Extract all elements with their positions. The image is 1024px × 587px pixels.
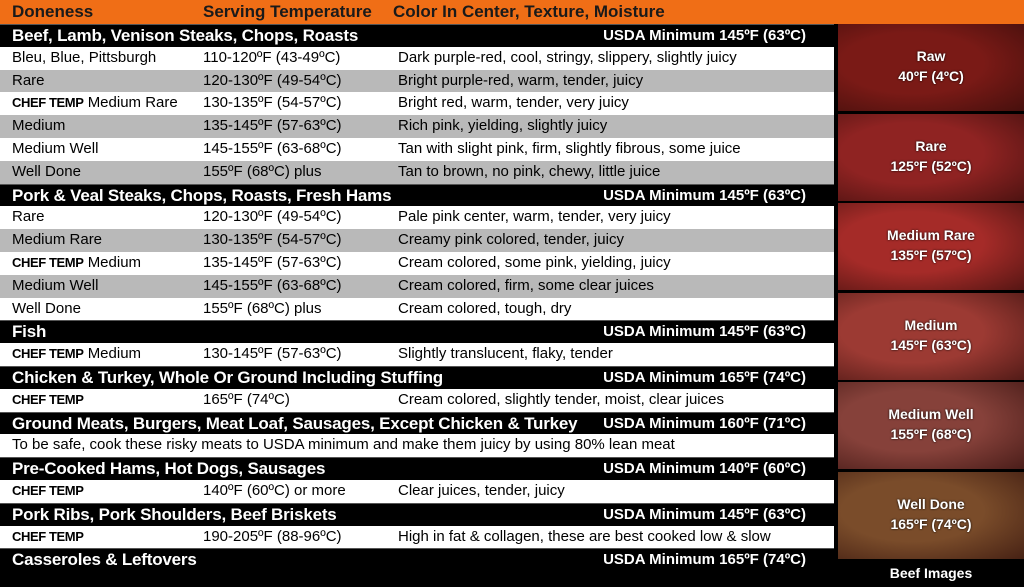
serving-temperature-cell: 120-130ºF (49-54ºC) [203, 208, 342, 226]
header-serving-temperature: Serving Temperature [203, 2, 372, 21]
table-row [0, 275, 834, 298]
column-header-bar [0, 0, 1024, 24]
doneness-cell [12, 482, 84, 499]
doneness-cell [12, 140, 98, 157]
table-row [0, 229, 834, 252]
doneness-label: Rare [12, 208, 45, 226]
section-title: Chicken & Turkey, Whole Or Ground Including Stuffing [12, 367, 443, 387]
serving-temperature-cell: 135-145ºF (57-63ºC) [203, 253, 342, 271]
doneness-cell [12, 528, 84, 545]
chef-temp-label: CHEF TEMP [12, 95, 84, 111]
doneness-label: Well Done [12, 299, 81, 317]
table-row [0, 206, 834, 229]
section-title: Fish [12, 322, 47, 342]
doneness-label: Rare [12, 71, 45, 89]
doneness-label: Medium [12, 117, 66, 135]
serving-temperature-cell: 130-135ºF (54-57ºC) [203, 231, 342, 249]
table-row [0, 70, 834, 93]
swatch-name: Medium [904, 316, 958, 333]
doneness-label: Bleu, Blue, Pittsburgh [12, 48, 157, 66]
description-cell: Cream colored, firm, some clear juices [398, 276, 654, 294]
doneness-cell [12, 277, 98, 294]
note-text: To be safe, cook these risky meats to USDA minimum and make them juicy by using 80% lean meat [12, 436, 675, 454]
table-row [0, 389, 834, 412]
doneness-label: Medium Well [12, 276, 99, 294]
swatch-temperature: 165ºF (74ºC) [890, 515, 972, 532]
table-row [0, 252, 834, 275]
serving-temperature-cell: 130-145ºF (57-63ºC) [203, 345, 342, 363]
serving-temperature-cell: 130-135ºF (54-57ºC) [203, 94, 342, 112]
swatch-temperature: 40ºF (4ºC) [898, 68, 964, 84]
doneness-label: Medium Well [12, 139, 99, 157]
serving-temperature-cell: 145-155ºF (63-68ºC) [203, 276, 342, 294]
section-header [0, 320, 834, 343]
doneness-label: Medium [87, 345, 142, 363]
usda-minimum: USDA Minimum 145ºF (63ºC) [603, 186, 806, 204]
doneness-cell [12, 49, 156, 66]
swatch-name: Well Done [897, 495, 965, 512]
description-cell: Clear juices, tender, juicy [398, 481, 565, 499]
doneness-cell [12, 208, 45, 225]
doneness-cell [12, 391, 84, 408]
table-row [0, 161, 834, 184]
doneness-cell [12, 94, 178, 111]
chef-temp-label: CHEF TEMP [12, 528, 84, 544]
doneness-cell [12, 254, 141, 271]
header-doneness: Doneness [12, 2, 94, 21]
section-title: Pork & Veal Steaks, Chops, Roasts, Fresh Hams [12, 185, 392, 205]
header-color-texture: Color In Center, Texture, Moisture [393, 2, 665, 21]
chef-temp-label: CHEF TEMP [12, 391, 84, 407]
section-header [0, 457, 834, 480]
table-row [0, 47, 834, 70]
section-header [0, 412, 834, 435]
swatch-temperature: 135ºF (57ºC) [890, 247, 972, 263]
description-cell: Creamy pink colored, tender, juicy [398, 231, 624, 249]
serving-temperature-cell: 140ºF (60ºC) or more [203, 481, 346, 499]
chef-temp-label: CHEF TEMP [12, 254, 84, 270]
usda-minimum: USDA Minimum 140ºF (60ºC) [603, 460, 806, 478]
serving-temperature-cell: 145-155ºF (63-68ºC) [203, 139, 342, 157]
serving-temperature-cell: 190-205ºF (88-96ºC) [203, 527, 342, 545]
beef-swatch-medium-rare [838, 203, 1024, 290]
serving-temperature-cell: 165ºF (74ºC) [203, 390, 290, 408]
serving-temperature-cell: 135-145ºF (57-63ºC) [203, 117, 342, 135]
doneness-label: Medium Rare [87, 94, 178, 112]
table-row [0, 526, 834, 549]
section-title: Ground Meats, Burgers, Meat Loaf, Sausages, Except Chicken & Turkey [12, 413, 578, 433]
usda-minimum: USDA Minimum 160ºF (71ºC) [603, 414, 806, 432]
description-cell: Dark purple-red, cool, stringy, slippery, slightly juicy [398, 48, 737, 66]
beef-images-panel [834, 24, 1024, 587]
note-row [0, 434, 834, 457]
description-cell: Tan to brown, no pink, chewy, little juice [398, 162, 661, 180]
beef-swatch-medium-well [838, 382, 1024, 469]
description-cell: Rich pink, yielding, slightly juicy [398, 117, 608, 135]
table-row [0, 298, 834, 321]
chef-temp-label: CHEF TEMP [12, 346, 84, 362]
swatch-name: Rare [915, 137, 947, 154]
swatch-temperature: 145ºF (63ºC) [890, 336, 972, 353]
usda-minimum: USDA Minimum 145ºF (63ºC) [603, 27, 806, 44]
section-header [0, 24, 834, 47]
doneness-label: Medium [87, 253, 142, 271]
swatch-name: Medium Well [888, 406, 974, 422]
doneness-cell [12, 300, 81, 317]
section-header [0, 503, 834, 526]
swatch-temperature: 155ºF (68ºC) [890, 426, 972, 442]
beef-swatch-medium [838, 293, 1024, 380]
doneness-table [0, 24, 834, 571]
beef-swatch-rare [838, 114, 1024, 201]
serving-temperature-cell: 155ºF (68ºC) plus [203, 299, 322, 317]
doneness-cell [12, 231, 102, 248]
table-row [0, 343, 834, 366]
description-cell: High in fat & collagen, these are best cooked low & slow [398, 527, 771, 545]
usda-minimum: USDA Minimum 165ºF (74ºC) [603, 368, 806, 386]
doneness-cell [12, 345, 141, 362]
section-title: Beef, Lamb, Venison Steaks, Chops, Roasts [12, 26, 359, 45]
doneness-label: Medium Rare [12, 231, 103, 249]
usda-minimum: USDA Minimum 165ºF (74ºC) [603, 551, 806, 569]
description-cell: Bright purple-red, warm, tender, juicy [398, 71, 644, 89]
description-cell: Cream colored, some pink, yielding, juicy [398, 253, 671, 271]
swatch-name: Medium Rare [887, 227, 975, 243]
doneness-cell [12, 163, 81, 180]
doneness-cell [12, 117, 65, 134]
swatch-name: Raw [916, 48, 946, 64]
chef-temp-label: CHEF TEMP [12, 482, 84, 498]
description-cell: Pale pink center, warm, tender, very juicy [398, 208, 671, 226]
section-header [0, 184, 834, 207]
section-header [0, 548, 834, 571]
table-row [0, 480, 834, 503]
section-header [0, 366, 834, 389]
section-title: Pork Ribs, Pork Shoulders, Beef Briskets [12, 504, 337, 524]
serving-temperature-cell: 155ºF (68ºC) plus [203, 162, 322, 180]
beef-swatch-well-done [838, 472, 1024, 559]
beef-swatch-raw [838, 24, 1024, 111]
section-title: Casseroles & Leftovers [12, 550, 197, 570]
description-cell: Bright red, warm, tender, very juicy [398, 94, 629, 112]
table-row [0, 92, 834, 115]
description-cell: Cream colored, slightly tender, moist, clear juices [398, 390, 724, 408]
serving-temperature-cell: 110-120ºF (43-49ºC) [203, 48, 341, 66]
usda-minimum: USDA Minimum 145ºF (63ºC) [603, 505, 806, 523]
section-title: Pre-Cooked Hams, Hot Dogs, Sausages [12, 459, 326, 479]
description-cell: Tan with slight pink, firm, slightly fibrous, some juice [398, 139, 741, 157]
table-row [0, 138, 834, 161]
description-cell: Slightly translucent, flaky, tender [398, 345, 613, 363]
serving-temperature-cell: 120-130ºF (49-54ºC) [203, 71, 342, 89]
table-row [0, 115, 834, 138]
usda-minimum: USDA Minimum 145ºF (63ºC) [603, 323, 806, 341]
doneness-label: Well Done [12, 162, 81, 180]
swatch-temperature: 125ºF (52ºC) [890, 157, 972, 174]
doneness-cell [12, 72, 45, 89]
description-cell: Cream colored, tough, dry [398, 299, 572, 317]
beef-images-caption: Beef Images [889, 565, 973, 581]
